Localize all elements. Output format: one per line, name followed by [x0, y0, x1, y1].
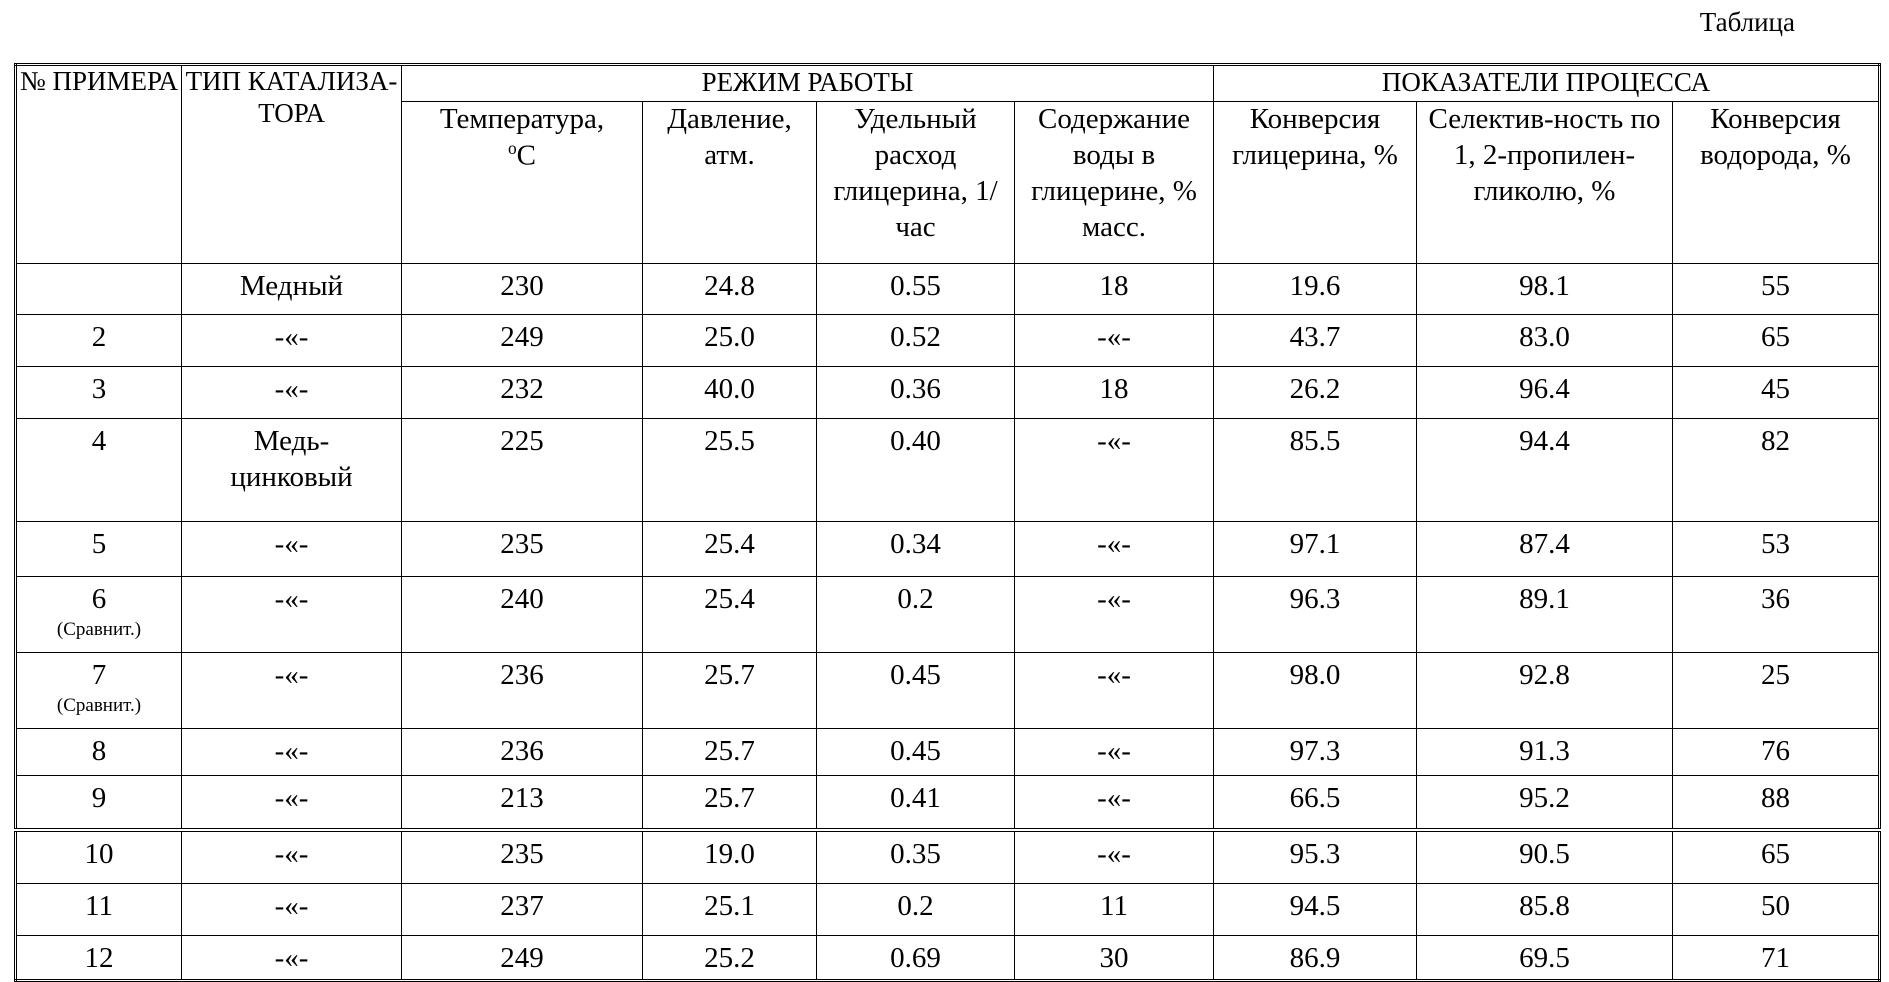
cell-example-no: 3	[16, 367, 182, 419]
cell-temperature: 249	[402, 936, 643, 981]
cell-selectivity: 83.0	[1417, 315, 1673, 367]
cell-selectivity: 94.4	[1417, 419, 1673, 522]
cell-example-no: 12	[16, 936, 182, 981]
header-water-content: Содержание воды в глицерине, % масс.	[1015, 102, 1214, 264]
header-example-no: № ПРИМЕРА	[16, 65, 182, 264]
cell-selectivity: 89.1	[1417, 577, 1673, 653]
comparative-note: (Сравнит.)	[56, 618, 142, 640]
cell-example-no: 11	[16, 884, 182, 936]
cell-water-content: -«-	[1015, 653, 1214, 729]
comparative-note: (Сравнит.)	[56, 694, 142, 716]
cell-pressure: 25.7	[643, 776, 817, 831]
cell-glycerol-flow: 0.34	[817, 522, 1015, 577]
table-header	[16, 65, 1880, 264]
cell-selectivity: 98.1	[1417, 264, 1673, 315]
results-table	[14, 63, 1881, 982]
cell-temperature: 213	[402, 776, 643, 831]
table-row	[16, 315, 1880, 367]
header-selectivity: Селектив-ность по 1, 2-пропилен-гликолю, %	[1417, 102, 1673, 264]
cell-selectivity: 85.8	[1417, 884, 1673, 936]
cell-temperature: 237	[402, 884, 643, 936]
cell-glycerol-conversion: 86.9	[1214, 936, 1417, 981]
cell-pressure: 40.0	[643, 367, 817, 419]
cell-catalyst: -«-	[182, 729, 402, 776]
header-mode-group: РЕЖИМ РАБОТЫ	[402, 65, 1214, 102]
cell-glycerol-conversion: 85.5	[1214, 419, 1417, 522]
cell-water-content: 30	[1015, 936, 1214, 981]
cell-catalyst: -«-	[182, 884, 402, 936]
header-temperature-unit: С	[516, 139, 537, 172]
table-row	[16, 884, 1880, 936]
cell-example-no: 5	[16, 522, 182, 577]
cell-pressure: 25.0	[643, 315, 817, 367]
header-pressure: Давление, атм.	[643, 102, 817, 264]
table-row	[16, 522, 1880, 577]
cell-selectivity: 87.4	[1417, 522, 1673, 577]
cell-glycerol-conversion: 19.6	[1214, 264, 1417, 315]
cell-temperature: 230	[402, 264, 643, 315]
header-glycerol-conversion: Конверсия глицерина, %	[1214, 102, 1417, 264]
cell-glycerol-flow: 0.69	[817, 936, 1015, 981]
cell-water-content: -«-	[1015, 729, 1214, 776]
cell-pressure: 25.7	[643, 653, 817, 729]
cell-pressure: 25.7	[643, 729, 817, 776]
cell-hydrogen-conversion: 65	[1673, 830, 1880, 884]
cell-example-no	[16, 264, 182, 315]
cell-temperature: 249	[402, 315, 643, 367]
cell-pressure: 25.4	[643, 522, 817, 577]
cell-glycerol-flow: 0.45	[817, 653, 1015, 729]
cell-selectivity: 90.5	[1417, 830, 1673, 884]
table-row	[16, 264, 1880, 315]
cell-glycerol-conversion: 97.3	[1214, 729, 1417, 776]
cell-glycerol-flow: 0.2	[817, 577, 1015, 653]
cell-temperature: 232	[402, 367, 643, 419]
cell-temperature: 236	[402, 653, 643, 729]
cell-selectivity: 69.5	[1417, 936, 1673, 981]
cell-glycerol-flow: 0.41	[817, 776, 1015, 831]
cell-glycerol-conversion: 98.0	[1214, 653, 1417, 729]
header-glycerol-flow: Удельный расход глицерина, 1/час	[817, 102, 1015, 264]
cell-example-no	[16, 653, 182, 729]
cell-hydrogen-conversion: 36	[1673, 577, 1880, 653]
cell-catalyst: -«-	[182, 522, 402, 577]
table-row	[16, 419, 1880, 522]
cell-water-content: 18	[1015, 264, 1214, 315]
cell-selectivity: 91.3	[1417, 729, 1673, 776]
cell-hydrogen-conversion: 88	[1673, 776, 1880, 831]
cell-water-content: -«-	[1015, 315, 1214, 367]
cell-glycerol-conversion: 43.7	[1214, 315, 1417, 367]
header-catalyst-type: ТИП КАТАЛИЗА-ТОРА	[182, 65, 402, 264]
cell-example-no: 8	[16, 729, 182, 776]
table-caption: Таблица	[1699, 7, 1795, 37]
header-temperature	[402, 102, 643, 264]
cell-glycerol-conversion: 96.3	[1214, 577, 1417, 653]
cell-water-content: -«-	[1015, 419, 1214, 522]
cell-glycerol-flow: 0.40	[817, 419, 1015, 522]
cell-glycerol-flow: 0.45	[817, 729, 1015, 776]
table-row	[16, 367, 1880, 419]
cell-hydrogen-conversion: 25	[1673, 653, 1880, 729]
cell-glycerol-conversion: 95.3	[1214, 830, 1417, 884]
table-row	[16, 653, 1880, 729]
table-row	[16, 729, 1880, 776]
cell-water-content: -«-	[1015, 577, 1214, 653]
cell-temperature: 225	[402, 419, 643, 522]
cell-example-no: 2	[16, 315, 182, 367]
cell-temperature: 236	[402, 729, 643, 776]
header-temperature-label: Температура,	[439, 103, 605, 135]
cell-catalyst: -«-	[182, 315, 402, 367]
cell-glycerol-conversion: 66.5	[1214, 776, 1417, 831]
cell-catalyst: -«-	[182, 577, 402, 653]
cell-catalyst	[182, 419, 402, 522]
table-row	[16, 776, 1880, 831]
cell-hydrogen-conversion: 71	[1673, 936, 1880, 981]
cell-pressure: 25.4	[643, 577, 817, 653]
cell-glycerol-flow: 0.52	[817, 315, 1015, 367]
cell-selectivity: 96.4	[1417, 367, 1673, 419]
cell-hydrogen-conversion: 65	[1673, 315, 1880, 367]
table-body	[16, 264, 1880, 981]
header-hydrogen-conversion: Конверсия водорода, %	[1673, 102, 1880, 264]
cell-water-content: 11	[1015, 884, 1214, 936]
cell-example-no: 9	[16, 776, 182, 831]
example-number: 7	[91, 659, 107, 691]
cell-selectivity: 92.8	[1417, 653, 1673, 729]
cell-hydrogen-conversion: 45	[1673, 367, 1880, 419]
cell-catalyst: Медный	[182, 264, 402, 315]
cell-hydrogen-conversion: 76	[1673, 729, 1880, 776]
cell-glycerol-flow: 0.36	[817, 367, 1015, 419]
catalyst-name: Медь-цинковый	[230, 425, 353, 493]
cell-glycerol-conversion: 97.1	[1214, 522, 1417, 577]
cell-pressure: 19.0	[643, 830, 817, 884]
table-row	[16, 936, 1880, 981]
cell-catalyst: -«-	[182, 776, 402, 831]
cell-water-content: 18	[1015, 367, 1214, 419]
cell-catalyst: -«-	[182, 830, 402, 884]
cell-hydrogen-conversion: 50	[1673, 884, 1880, 936]
header-process-group: ПОКАЗАТЕЛИ ПРОЦЕССА	[1214, 65, 1880, 102]
cell-example-no: 4	[16, 419, 182, 522]
cell-hydrogen-conversion: 82	[1673, 419, 1880, 522]
cell-glycerol-flow: 0.35	[817, 830, 1015, 884]
cell-hydrogen-conversion: 55	[1673, 264, 1880, 315]
cell-temperature: 240	[402, 577, 643, 653]
cell-example-no: 10	[16, 830, 182, 884]
cell-glycerol-flow: 0.55	[817, 264, 1015, 315]
table-row	[16, 830, 1880, 884]
cell-selectivity: 95.2	[1417, 776, 1673, 831]
cell-temperature: 235	[402, 522, 643, 577]
cell-catalyst: -«-	[182, 653, 402, 729]
cell-hydrogen-conversion: 53	[1673, 522, 1880, 577]
cell-pressure: 25.1	[643, 884, 817, 936]
cell-pressure: 25.5	[643, 419, 817, 522]
cell-glycerol-conversion: 94.5	[1214, 884, 1417, 936]
cell-water-content: -«-	[1015, 776, 1214, 831]
cell-example-no	[16, 577, 182, 653]
cell-glycerol-flow: 0.2	[817, 884, 1015, 936]
cell-water-content: -«-	[1015, 522, 1214, 577]
example-number: 6	[91, 583, 107, 615]
table-row	[16, 577, 1880, 653]
cell-temperature: 235	[402, 830, 643, 884]
cell-catalyst: -«-	[182, 936, 402, 981]
cell-pressure: 25.2	[643, 936, 817, 981]
cell-pressure: 24.8	[643, 264, 817, 315]
cell-glycerol-conversion: 26.2	[1214, 367, 1417, 419]
cell-catalyst: -«-	[182, 367, 402, 419]
cell-water-content: -«-	[1015, 830, 1214, 884]
degree-mark: о	[507, 137, 517, 158]
